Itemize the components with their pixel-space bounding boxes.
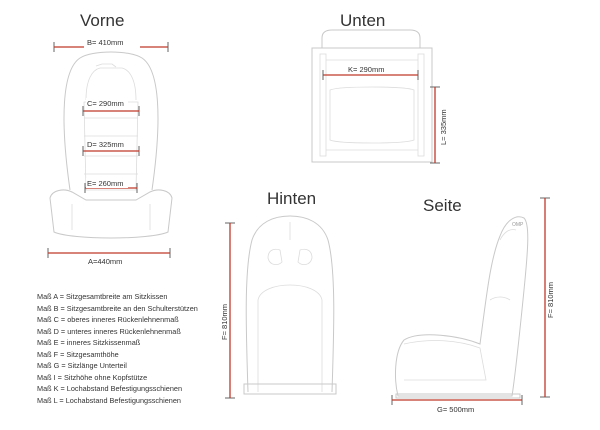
- back-view-seat: [244, 216, 336, 394]
- bottom-view-title: Unten: [340, 11, 386, 30]
- dimension-d-label: D= 325mm: [87, 140, 124, 149]
- dimension-b: [54, 38, 168, 52]
- svg-text:OMP: OMP: [512, 222, 524, 228]
- legend-item: Maß K = Lochabstand Befestigungsschienen: [37, 384, 183, 393]
- bottom-view-seat: [312, 30, 432, 162]
- dimension-c-label: C= 290mm: [87, 99, 124, 108]
- dimension-k-label: K= 290mm: [348, 65, 385, 74]
- legend-item: Maß A = Sitzgesamtbreite am Sitzkissen: [37, 292, 168, 301]
- dimension-e-label: E= 260mm: [87, 179, 124, 188]
- dimension-d: [83, 139, 139, 156]
- dimension-a-label: A=440mm: [88, 257, 123, 266]
- dimension-f-back: [220, 223, 235, 398]
- legend-item: Maß E = inneres Sitzkissenmaß: [37, 338, 141, 347]
- dimension-legend: [37, 291, 198, 406]
- back-view-title: Hinten: [267, 189, 317, 208]
- legend-item: Maß I = Sitzhöhe ohne Kopfstütze: [37, 372, 148, 382]
- dimension-g-label: G= 500mm: [437, 405, 475, 414]
- legend-item: Maß D = unteres inneres Rückenlehnenmaß: [37, 326, 181, 336]
- dimension-b-label: B= 410mm: [87, 38, 124, 47]
- dimension-c: [83, 98, 139, 116]
- legend-item: Maß G = Sitzlänge Unterteil: [37, 361, 127, 370]
- dimension-e: [85, 178, 137, 193]
- dimension-l: [430, 87, 448, 163]
- side-view-title: Seite: [423, 196, 462, 215]
- dimension-a: [48, 248, 170, 266]
- legend-item: Maß C = oberes inneres Rückenlehnenmaß: [37, 315, 179, 324]
- dimension-k: [323, 64, 418, 80]
- legend-item: Maß L = Lochabstand Befestigungsschienen: [37, 395, 181, 405]
- front-view-title: Vorne: [80, 11, 125, 30]
- side-view-seat: [396, 217, 528, 398]
- dimension-f-side-label: F= 810mm: [546, 281, 555, 318]
- dimension-f-back-label: F= 810mm: [220, 303, 229, 340]
- legend-item: Maß F = Sitzgesamthöhe: [37, 349, 119, 359]
- legend-item: Maß B = Sitzgesamtbreite an den Schulterstützen: [37, 303, 198, 313]
- dimension-f-side: [540, 198, 555, 397]
- dimension-l-label: L= 335mm: [439, 109, 448, 145]
